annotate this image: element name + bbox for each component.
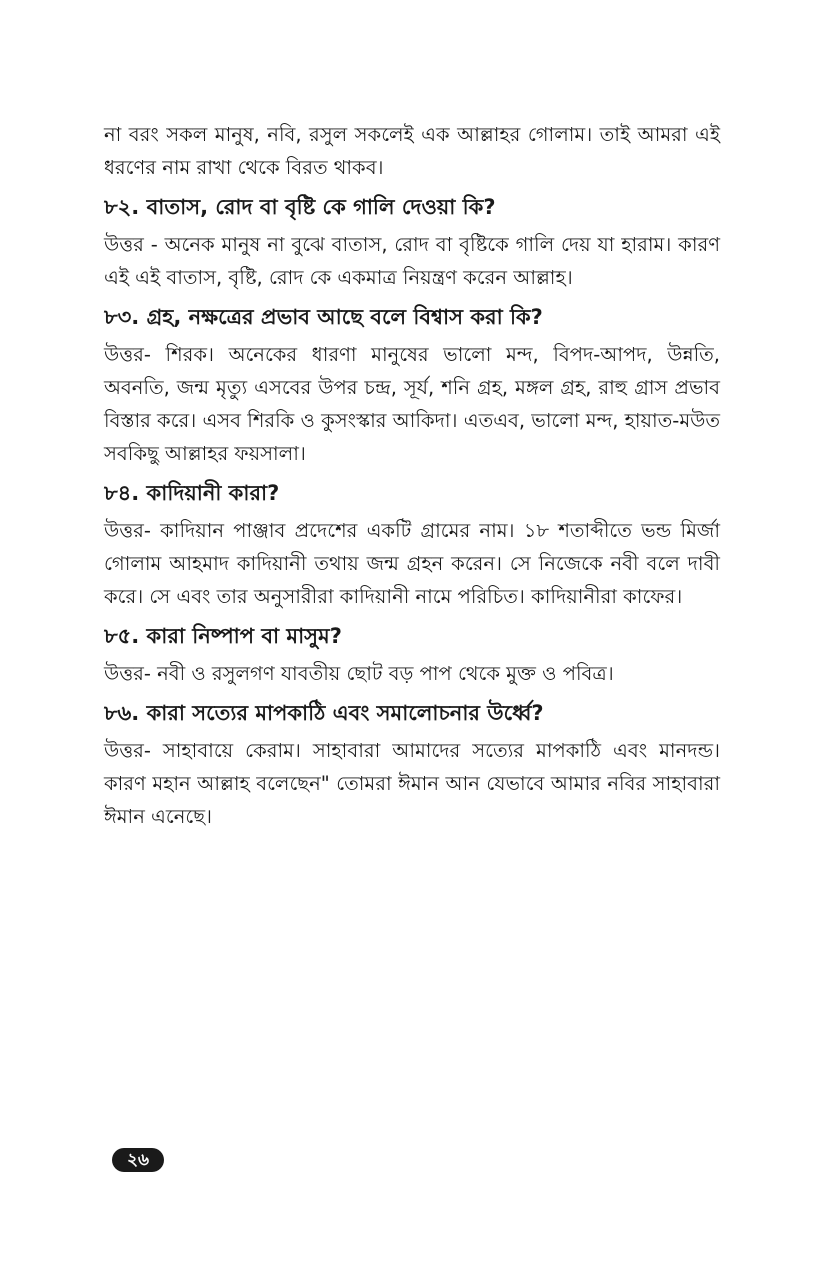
qa-section-82: [104, 192, 720, 294]
answer-paragraph: উত্তর- নবী ও রসুলগণ যাবতীয় ছোট বড় পাপ থেকে মুক্ত ও পবিত্র।: [104, 662, 614, 685]
intro-paragraph: না বরং সকল মানুষ, নবি, রসুল সকলেই এক আল্লাহর গোলাম। তাই আমরা এই ধরণের নাম রাখা থেকে বিরত থাকব।: [104, 123, 720, 179]
qa-section-85: [104, 621, 720, 690]
qa-section-84: [104, 478, 720, 613]
question-heading: ৮৪. কাদিয়ানী কারা?: [104, 481, 280, 505]
question-heading: ৮৩. গ্রহ, নক্ষত্রের প্রভাব আছে বলে বিশ্বাস করা কি?: [104, 305, 543, 329]
question-heading: ৮২. বাতাস, রোদ বা বৃষ্টি কে গালি দেওয়া কি?: [104, 195, 496, 219]
answer-paragraph: উত্তর - অনেক মানুষ না বুঝে বাতাস, রোদ বা বৃষ্টিকে গালি দেয় যা হারাম। কারণ এই এই বাতাস, বৃষ্টি, রোদ কে একমাত্র নিয়ন্ত্রণ করেন আল্লাহ।: [104, 233, 720, 289]
qa-section-86: [104, 698, 720, 833]
answer-paragraph: উত্তর- সাহাবায়ে কেরাম। সাহাবারা আমাদের সত্যের মাপকাঠি এবং মানদন্ড। কারণ মহান আল্লাহ বলেছেন" তোমরা ঈমান আন যেভাবে আমার নবির সাহাবারা ঈমান এনেছে।: [104, 739, 720, 828]
question-heading: ৮৬. কারা সত্যের মাপকাঠি এবং সমালোচনার উর্ধ্বে?: [104, 701, 544, 725]
qa-section-83: [104, 302, 720, 470]
page-body: [104, 118, 720, 833]
page-number-badge: ২৬: [112, 1148, 164, 1172]
answer-paragraph: উত্তর- শিরক। অনেকের ধারণা মানুষের ভালো মন্দ, বিপদ-আপদ, উন্নতি, অবনতি, জন্ম মৃত্যু এসবের উপর চন্দ্র, সূর্য, শনি গ্রহ, মঙ্গল গ্রহ, রাহু গ্রাস প্রভাব বিস্তার করে। এসব শিরকি ও কুসংস্কার আকিদা। এতএব, ভালো মন্দ, হায়াত-মউত সবকিছু আল্লাহর ফয়সালা।: [104, 343, 720, 465]
question-heading: ৮৫. কারা নিষ্পাপ বা মাসুম?: [104, 624, 342, 648]
answer-paragraph: উত্তর- কাদিয়ান পাঞ্জাব প্রদেশের একটি গ্রামের নাম। ১৮ শতাব্দীতে ভন্ড মির্জা গোলাম আহমাদ কাদিয়ানী তথায় জন্ম গ্রহন করেন। সে নিজেকে নবী বলে দাবী করে। সে এবং তার অনুসারীরা কাদিয়ানী নামে পরিচিত। কাদিয়ানীরা কাফের।: [104, 519, 720, 608]
